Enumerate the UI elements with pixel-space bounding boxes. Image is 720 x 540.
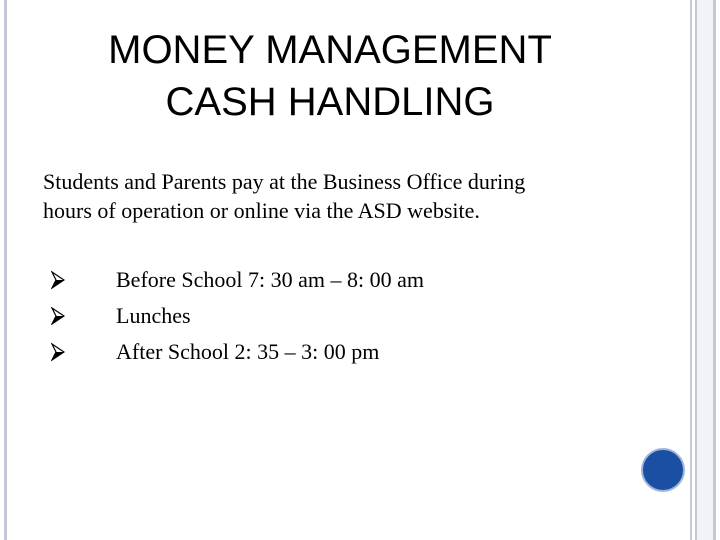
left-border-rule	[4, 0, 7, 540]
title-line: MONEY MANAGEMENT	[108, 28, 552, 72]
bullet-text: Before School 7: 30 am – 8: 00 am	[116, 267, 424, 292]
right-border-rule	[695, 0, 697, 540]
slide-title	[40, 24, 620, 128]
list-item	[43, 298, 424, 334]
intro-line: hours of operation or online via the ASD website.	[43, 198, 480, 223]
corner-circle-decoration	[641, 448, 685, 492]
right-border-rule	[713, 0, 716, 540]
intro-line: Students and Parents pay at the Business Office during	[43, 169, 526, 194]
arrowhead-bullet-icon	[51, 307, 65, 325]
bullet-text: After School 2: 35 – 3: 00 pm	[116, 339, 380, 364]
list-item	[43, 334, 424, 370]
bullet-text: Lunches	[116, 303, 191, 328]
arrowhead-bullet-icon	[51, 343, 65, 361]
title-line: CASH HANDLING	[165, 80, 495, 124]
intro-paragraph	[43, 167, 643, 225]
bullet-list	[43, 262, 424, 370]
arrowhead-bullet-icon	[51, 271, 65, 289]
right-border-panel	[697, 0, 713, 540]
right-border-rule	[690, 0, 692, 540]
list-item	[43, 262, 424, 298]
